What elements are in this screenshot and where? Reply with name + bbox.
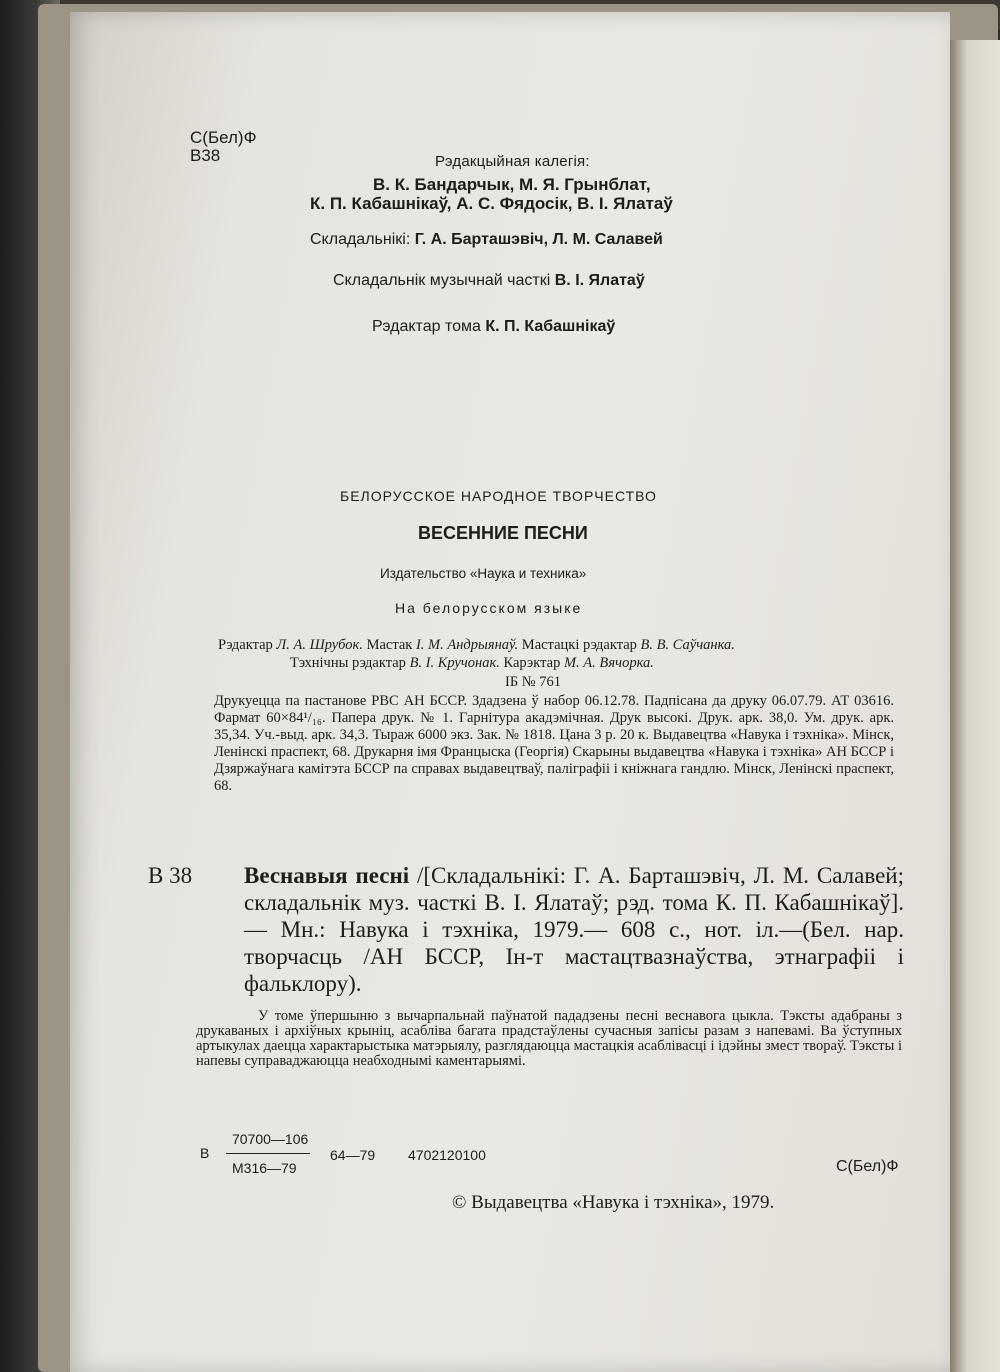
title-verso-page — [70, 12, 950, 1372]
volume-editor-label: Рэдактар тома — [372, 318, 481, 335]
bbk-code: С(Бел)Ф — [190, 128, 257, 147]
code-bbk: С(Бел)Ф — [836, 1158, 899, 1175]
catalog-index: В 38 — [148, 863, 193, 888]
credits-line-2 — [290, 655, 654, 672]
credit-name-tech-editor: В. І. Кручонак. — [409, 655, 500, 671]
board-line-1: В. К. Бандарчык, М. Я. Грынблат, — [373, 175, 651, 194]
bbk-index: В38 — [190, 146, 221, 165]
code-numerator: 70700—106 — [232, 1131, 309, 1147]
credit-label-art-editor: Мастацкі рэдактар — [521, 637, 637, 653]
compilers-line — [310, 231, 663, 249]
imprint-text: Друкуецца па пастанове РВС АН БССР. Здадзена ў набор 06.12.78. Падпісана да друку 06.07.79. АТ 03616. Фармат 60×84¹/₁₆. Папера друк. № 1. Гарнітура акадэмічная. Друк высокі. Друк. арк. 38,0. Ум. друк. арк. 35,34. Уч.-выд. арк. 34,3. Тыраж 6000 экз. Зак. № 1818. Цана 3 р. 20 к. Выдавецтва «Навука і тэхніка». Мінск, Ленінскі праспект, 68. Друкарня імя Францыска (Георгія) Скарыны выдавецтва «Навука і тэхніка» АН БССР і Дзяржаўнага камітэта БССР па справах выдавецтваў, паліграфіі і кніжнага гандлю. Мінск, Ленінскі праспект, 68. — [214, 693, 894, 794]
credit-label-tech-editor: Тэхнічны рэдактар — [290, 655, 406, 671]
credit-label-proofreader: Карэктар — [503, 655, 561, 671]
catalog-entry — [244, 862, 904, 997]
credit-name-editor: Л. А. Шрубок. — [276, 637, 363, 653]
credit-label-editor: Рэдактар — [218, 637, 273, 653]
facing-page-edge — [945, 40, 1000, 1372]
credit-label-artist: Мастак — [366, 637, 413, 653]
copyright: © Выдавецтва «Навука і тэхніка», 1979. — [452, 1192, 775, 1213]
credit-name-art-editor: В. В. Саўчанка. — [640, 637, 735, 653]
compilers-label: Складальнікі: — [310, 231, 411, 248]
code-3: 4702120100 — [408, 1147, 486, 1163]
fraction-rule — [226, 1153, 310, 1154]
credits-line-1 — [218, 637, 735, 654]
music-label: Складальнік музычнай часткі — [333, 272, 551, 289]
ib-number: ІБ № 761 — [505, 674, 561, 690]
ru-publisher: Издательство «Наука и техника» — [380, 566, 587, 581]
catalog-rest: /[Складальнікі: Г. А. Барташэвіч, Л. М. Салавей; складальнік муз. часткі В. І. Ялатаў; рэд. тома К. П. Кабашнікаў].— Мн.: Навука і тэхніка, 1979.— 608 с., нот. іл.—(Бел. нар. творчасць /АН БССР, Ін-т мастацтвазнаўства, этнаграфіі і фальклору). — [244, 863, 904, 996]
board-line-2: К. П. Кабашнікаў, А. С. Фядосік, В. І. Ялатаў — [310, 194, 673, 213]
ru-language: На белорусском языке — [395, 600, 583, 616]
ru-title: ВЕСЕННИЕ ПЕСНИ — [418, 523, 588, 543]
credit-name-proofreader: М. А. Вячорка. — [563, 655, 654, 671]
code-letter: В — [200, 1145, 210, 1161]
code-denominator: М316—79 — [232, 1160, 297, 1176]
credit-name-artist: І. М. Андрыянаў. — [415, 637, 519, 653]
board-title: Рэдакцыйная калегія: — [435, 153, 590, 170]
volume-editor-name: К. П. Кабашнікаў — [485, 318, 616, 335]
summary-text: У томе ўпершыню з вычарпальнай паўнатой пададзены песні веснавога цыкла. Тэксты адабраны з друкаваных і архіўных крыніц, асабліва багата прадстаўлены сучасныя запісы разам з напевамі. Ва ўступных артыкулах даецца характарыстыка матэрыялу, разглядаюцца мастацкія асаблівасці і ідэйны змест твораў. Тэксты і напевы суправаджаюцца неабходнымі каментарыямі. — [196, 1008, 902, 1069]
catalog-title: Веснавыя песні — [244, 863, 410, 888]
code-2: 64—79 — [330, 1147, 376, 1163]
music-line — [333, 272, 645, 290]
music-name: В. І. Ялатаў — [554, 272, 645, 289]
ru-series: БЕЛОРУССКОЕ НАРОДНОЕ ТВОРЧЕСТВО — [340, 488, 657, 504]
compilers-names: Г. А. Барташэвіч, Л. М. Салавей — [414, 231, 663, 248]
volume-editor-line — [372, 318, 615, 336]
